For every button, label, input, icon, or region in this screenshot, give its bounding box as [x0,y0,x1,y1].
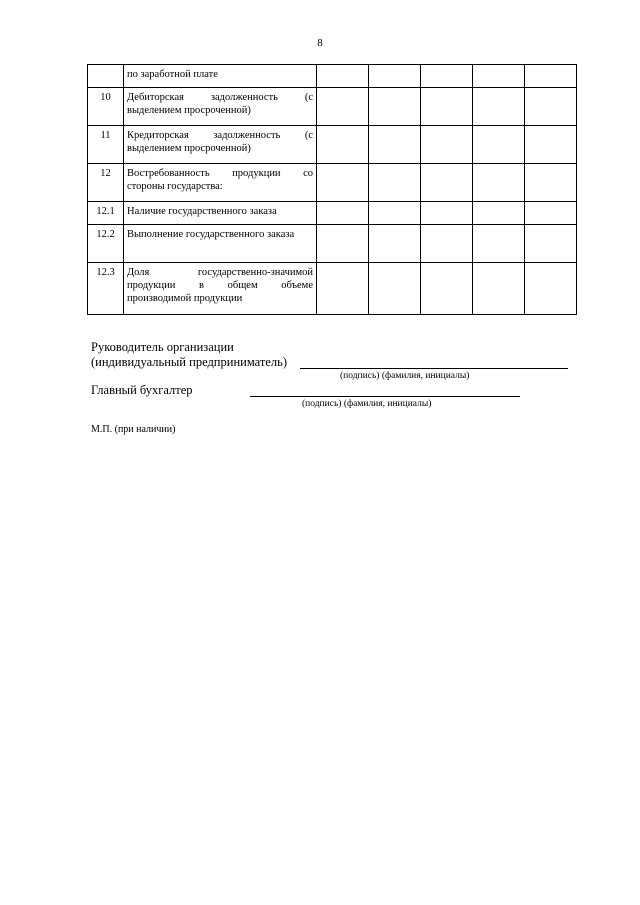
head-label-line1: Руководитель организации [91,340,234,354]
table-row [88,164,577,202]
value-cell [317,263,369,315]
row-number: 12.2 [88,225,124,263]
row-label: Востребованность продукции со стороны государства: [124,164,317,202]
value-cell [421,225,473,263]
value-cell [473,225,525,263]
value-cell [421,65,473,88]
head-signature-caption: (подпись) (фамилия, инициалы) [340,371,470,381]
table-row [88,263,577,315]
value-cell [421,202,473,225]
value-cell [525,88,577,126]
value-cell [473,126,525,164]
row-label: Наличие государственного заказа [124,202,317,225]
row-label: Выполнение государственного заказа [124,225,317,263]
value-cell [317,225,369,263]
value-cell [317,202,369,225]
value-cell [369,65,421,88]
value-cell [473,88,525,126]
row-number [88,65,124,88]
value-cell [369,126,421,164]
value-cell [369,202,421,225]
row-label: Кредиторская задолженность (с выделением просроченной) [124,126,317,164]
value-cell [525,126,577,164]
accountant-label: Главный бухгалтер [91,383,193,397]
table-row [88,225,577,263]
value-cell [525,202,577,225]
value-cell [473,65,525,88]
table-row [88,126,577,164]
value-cell [369,225,421,263]
page-number: 8 [317,37,323,49]
value-cell [473,164,525,202]
table-row [88,88,577,126]
accountant-signature-caption: (подпись) (фамилия, инициалы) [302,399,432,409]
value-cell [317,65,369,88]
value-cell [421,263,473,315]
head-label-line2: (индивидуальный предприниматель) [91,355,287,369]
value-cell [525,164,577,202]
stamp-note: М.П. (при наличии) [91,424,176,435]
value-cell [473,263,525,315]
value-cell [421,126,473,164]
value-cell [317,164,369,202]
value-cell [369,263,421,315]
row-label: Доля государственно-значимой продукции в общем объеме производимой продукции [124,263,317,315]
row-number: 12 [88,164,124,202]
table-row [88,65,577,88]
accountant-signature-line [250,396,520,397]
value-cell [421,88,473,126]
value-cell [525,263,577,315]
value-cell [369,88,421,126]
value-cell [525,65,577,88]
row-label: Дебиторская задолженность (с выделением просроченной) [124,88,317,126]
head-signature-line [300,368,568,369]
value-cell [421,164,473,202]
row-number: 11 [88,126,124,164]
value-cell [317,88,369,126]
row-number: 12.3 [88,263,124,315]
value-cell [369,164,421,202]
indicators-table [87,64,577,315]
value-cell [473,202,525,225]
table-row [88,202,577,225]
value-cell [525,225,577,263]
row-number: 12.1 [88,202,124,225]
value-cell [317,126,369,164]
row-number: 10 [88,88,124,126]
row-label: по заработной плате [124,65,317,88]
